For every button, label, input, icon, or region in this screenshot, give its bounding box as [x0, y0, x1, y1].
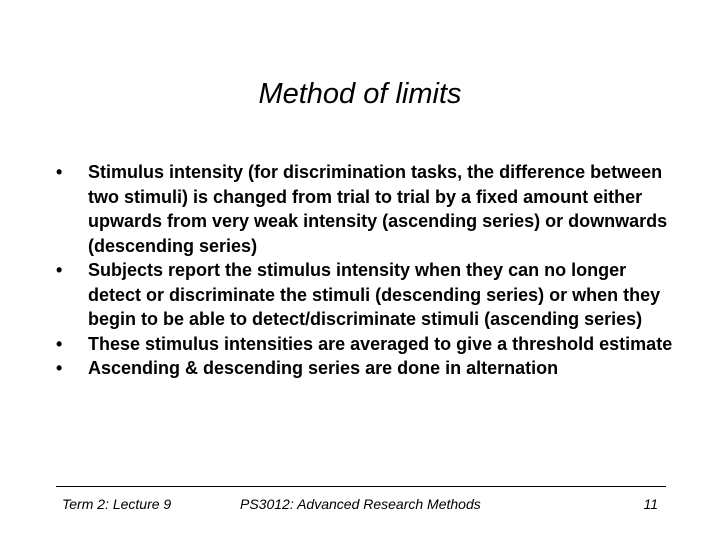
- footer-course-title: PS3012: Advanced Research Methods: [240, 496, 481, 512]
- bullet-list: [56, 160, 676, 381]
- bullet-marker: •: [56, 333, 63, 354]
- bullet-text: Subjects report the stimulus intensity when they can no longer detect or discriminate the stimuli (descending series) or when they begin to be able to detect/discriminate stimuli (ascending series): [88, 260, 661, 329]
- bullet-item: [56, 258, 676, 332]
- page-number: 11: [643, 496, 658, 512]
- bullet-text: Ascending & descending series are done in alternation: [88, 358, 559, 378]
- bullet-item: [56, 356, 676, 381]
- slide-title: Method of limits: [258, 78, 462, 110]
- footer-lecture-label: Term 2: Lecture 9: [62, 496, 172, 512]
- bullet-marker: •: [56, 162, 63, 182]
- bullet-item: [56, 160, 676, 258]
- bullet-marker: •: [56, 358, 63, 378]
- bullet-item: [56, 332, 676, 357]
- footer-divider: [56, 486, 666, 487]
- bullet-text: These stimulus intensities are averaged to give a threshold estimate: [88, 333, 673, 354]
- bullet-marker: •: [56, 260, 63, 280]
- bullet-text: Stimulus intensity (for discrimination tasks, the difference between two stimuli) is changed from trial to trial by a fixed amount either upwards from very weak intensity (ascending series) or downwards (descending series): [88, 162, 668, 256]
